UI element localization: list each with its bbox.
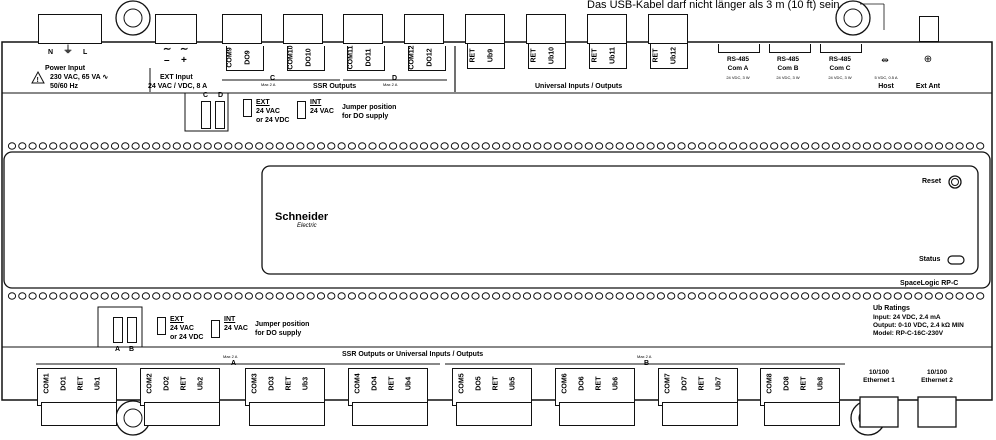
group-a-max: Max 2 A — [223, 354, 238, 359]
jumper-d-label: D — [218, 92, 224, 99]
jumper-note-bottom-1: Jumper position — [255, 321, 310, 328]
io-bottom-pin-label: Ub1 — [94, 376, 102, 391]
io-bottom-pin-label: DO5 — [475, 376, 483, 391]
ui-top-pin-label: Ub10 — [548, 46, 556, 65]
jumper-note-bottom-2: for DO supply — [255, 330, 302, 337]
io-bottom-plug[interactable] — [764, 402, 840, 426]
ssr-group-c-max: Max 2 A — [261, 82, 276, 87]
ssr-top-pin-label: DO12 — [426, 48, 434, 67]
usb-cable-note: Das USB-Kabel darf nicht länger als 3 m (10 ft) sein — [587, 0, 840, 11]
ext-plus: + — [181, 55, 187, 66]
ui-title-top: Universal Inputs / Outputs — [535, 83, 623, 90]
io-bottom-pin-label: COM2 — [146, 373, 154, 394]
rs485-a-spec: 24 VDC, 3 W — [726, 75, 750, 80]
ssr-top-connector[interactable] — [283, 14, 323, 44]
ui-top-pin-label: Ub11 — [609, 47, 617, 64]
ext-ac-icon-2: ∼ — [180, 44, 189, 55]
host-label: Host — [878, 83, 894, 90]
io-bottom-plug[interactable] — [249, 402, 325, 426]
io-bottom-pin-label: DO7 — [681, 376, 689, 391]
jumper-a-label: A — [115, 346, 121, 353]
power-input-connector[interactable] — [38, 14, 102, 44]
brand-logo-sub: Electric — [297, 223, 317, 229]
ssr-top-pin-label: DO9 — [244, 50, 252, 65]
ssr-top-connector[interactable] — [343, 14, 383, 44]
ui-top-connector[interactable] — [587, 14, 627, 44]
io-bottom-pin-label: DO2 — [163, 376, 171, 391]
ssr-top-pin-label: COM9 — [226, 47, 234, 68]
io-bottom-pin-label: Ub5 — [509, 376, 517, 391]
ext-ant-port[interactable] — [919, 16, 939, 42]
group-b-letter: B — [644, 360, 650, 367]
jumper-ext-top — [243, 99, 252, 117]
io-bottom-pin-label: DO8 — [783, 376, 791, 391]
antenna-icon: ⊕ — [923, 54, 933, 65]
model-label: SpaceLogic RP-C — [900, 280, 959, 287]
power-input-title: Power Input — [45, 65, 86, 72]
jumper-int-bottom-l1: 24 VAC — [224, 325, 248, 332]
jumper-int-bottom-label: INT — [224, 316, 236, 323]
rs485-port[interactable] — [769, 44, 811, 53]
io-bottom-pin-label: RET — [595, 376, 603, 391]
jumper-int-top — [297, 101, 306, 119]
usb-icon: ⇹ — [881, 55, 889, 65]
ui-top-connector[interactable] — [648, 14, 688, 44]
io-bottom-pin-label: COM3 — [251, 373, 259, 394]
ssr-top-connector[interactable] — [222, 14, 262, 44]
io-bottom-pin-label: RET — [77, 376, 85, 391]
jumper-note-top-2: for DO supply — [342, 113, 389, 120]
power-pin-l: L — [83, 49, 88, 56]
io-bottom-pin-label: RET — [698, 376, 706, 391]
ui-top-connector[interactable] — [465, 14, 505, 44]
rs485-b-title: RS-485 — [776, 56, 800, 63]
io-bottom-pin-label: RET — [492, 376, 500, 391]
ssr-top-pin-label: DO10 — [305, 48, 313, 67]
rs485-b-spec: 24 VDC, 3 W — [776, 75, 800, 80]
power-pin-n: N — [48, 49, 54, 56]
rs485-port[interactable] — [718, 44, 760, 53]
io-bottom-pin-label: DO4 — [371, 376, 379, 391]
io-bottom-pin-label: RET — [388, 376, 396, 391]
rs485-a-name: Com A — [727, 65, 749, 72]
io-bottom-pin-label: COM4 — [354, 373, 362, 394]
io-bottom-pin-label: COM6 — [561, 373, 569, 394]
jumper-int-bottom — [211, 320, 220, 338]
ssr-outputs-title: SSR Outputs — [313, 83, 357, 90]
io-bottom-plug[interactable] — [456, 402, 532, 426]
ethernet-1-speed: 10/100 — [869, 369, 889, 376]
io-bottom-pin-label: Ub8 — [817, 376, 825, 391]
ext-input-spec: 24 VAC / VDC, 8 A — [148, 83, 208, 90]
io-bottom-pin-label: RET — [180, 376, 188, 391]
io-bottom-pin-label: Ub7 — [715, 376, 723, 391]
ext-minus: – — [164, 55, 170, 66]
io-bottom-pin-label: COM1 — [43, 373, 51, 394]
reset-label: Reset — [922, 178, 942, 185]
ssr-top-pin-label: DO11 — [365, 48, 373, 67]
ext-input-title: EXT Input — [160, 74, 193, 81]
host-spec: 5 VDC, 0.5 A — [874, 75, 898, 80]
ssr-group-d-max: Max 2 A — [383, 82, 398, 87]
jumper-c-label: C — [203, 92, 209, 99]
power-input-spec: 230 VAC, 65 VA ∿ — [50, 74, 109, 81]
group-b-max: Max 2 A — [637, 354, 652, 359]
ui-top-pin-label: Ub9 — [487, 48, 495, 63]
rs485-b-name: Com B — [777, 65, 799, 72]
jumper-ext-bottom-l2: or 24 VDC — [170, 334, 204, 341]
io-bottom-pin-label: DO3 — [268, 376, 276, 391]
ethernet-2-speed: 10/100 — [927, 369, 947, 376]
power-input-freq: 50/60 Hz — [50, 83, 79, 90]
jumper-ext-top-l1: 24 VAC — [256, 108, 280, 115]
status-label: Status — [919, 256, 941, 263]
ext-input-connector[interactable] — [155, 14, 197, 44]
jumper-ext-bottom-label: EXT — [170, 316, 184, 323]
io-bottom-pin-label: COM7 — [664, 373, 672, 394]
ssr-group-d-letter: D — [392, 75, 398, 82]
ssr-top-pin-label: COM10 — [287, 45, 295, 70]
group-a-letter: A — [231, 360, 237, 367]
ssr-top-pin-label: COM12 — [408, 45, 416, 70]
io-bottom-pin-label: DO1 — [60, 376, 68, 391]
ui-top-connector[interactable] — [526, 14, 566, 44]
ssr-top-pin-label: COM11 — [347, 45, 355, 70]
ssr-group-c-letter: C — [270, 75, 276, 82]
rating-model: Model: RP-C-16C-230V — [873, 330, 944, 337]
jumper-ext-bottom — [157, 317, 166, 335]
ssr-top-connector[interactable] — [404, 14, 444, 44]
ground-icon: ⏚ — [63, 45, 73, 56]
jumper-c[interactable] — [201, 101, 211, 129]
io-bottom-pin-label: Ub4 — [405, 376, 413, 391]
io-bottom-plug[interactable] — [144, 402, 220, 426]
jumper-ext-bottom-l1: 24 VAC — [170, 325, 194, 332]
brand-logo: Schneider — [275, 211, 329, 223]
io-bottom-pin-label: Ub2 — [197, 376, 205, 391]
io-bottom-pin-label: COM5 — [458, 373, 466, 394]
io-bottom-pin-label: COM8 — [766, 373, 774, 394]
rs485-c-title: RS-485 — [828, 56, 852, 63]
io-bottom-pin-label: Ub3 — [302, 376, 310, 391]
rs485-port[interactable] — [820, 44, 862, 53]
io-bottom-pin-label: DO6 — [578, 376, 586, 391]
jumper-b[interactable] — [127, 317, 137, 343]
ui-top-pin-label: RET — [469, 48, 477, 63]
io-bottom-plug[interactable] — [352, 402, 428, 426]
rating-input: Input: 24 VDC, 2.4 mA — [873, 314, 941, 321]
ui-top-pin-label: RET — [530, 48, 538, 63]
ethernet-1-label: Ethernet 1 — [863, 377, 895, 384]
svg-text:!: ! — [36, 77, 39, 84]
ratings-title: Ub Ratings — [873, 305, 910, 312]
io-bottom-plug[interactable] — [41, 402, 117, 426]
rs485-c-spec: 24 VDC, 3 W — [828, 75, 852, 80]
io-bottom-pin-label: RET — [285, 376, 293, 391]
jumper-note-top-1: Jumper position — [342, 104, 397, 111]
io-bottom-pin-label: Ub6 — [612, 376, 620, 391]
io-bottom-pin-label: RET — [800, 376, 808, 391]
io-bottom-plug[interactable] — [662, 402, 738, 426]
rs485-a-title: RS-485 — [726, 56, 750, 63]
jumper-int-top-label: INT — [310, 99, 322, 106]
ext-ac-icon-1: ∼ — [163, 44, 172, 55]
jumper-ext-top-l2: or 24 VDC — [256, 117, 290, 124]
jumper-b-label: B — [129, 346, 135, 353]
jumper-int-top-l1: 24 VAC — [310, 108, 334, 115]
io-bottom-plug[interactable] — [559, 402, 635, 426]
ui-top-pin-label: RET — [591, 48, 599, 63]
jumper-ext-top-label: EXT — [256, 99, 270, 106]
ssr-ui-title: SSR Outputs or Universal Inputs / Outputs — [342, 351, 484, 358]
ui-top-pin-label: RET — [652, 48, 660, 63]
ethernet-2-label: Ethernet 2 — [921, 377, 953, 384]
rs485-c-name: Com C — [829, 65, 851, 72]
ext-ant-label: Ext Ant — [915, 83, 941, 90]
rating-output: Output: 0-10 VDC, 2.4 kΩ MIN — [873, 322, 964, 329]
jumper-d[interactable] — [215, 101, 225, 129]
jumper-a[interactable] — [113, 317, 123, 343]
ui-top-pin-label: Ub12 — [670, 46, 678, 65]
